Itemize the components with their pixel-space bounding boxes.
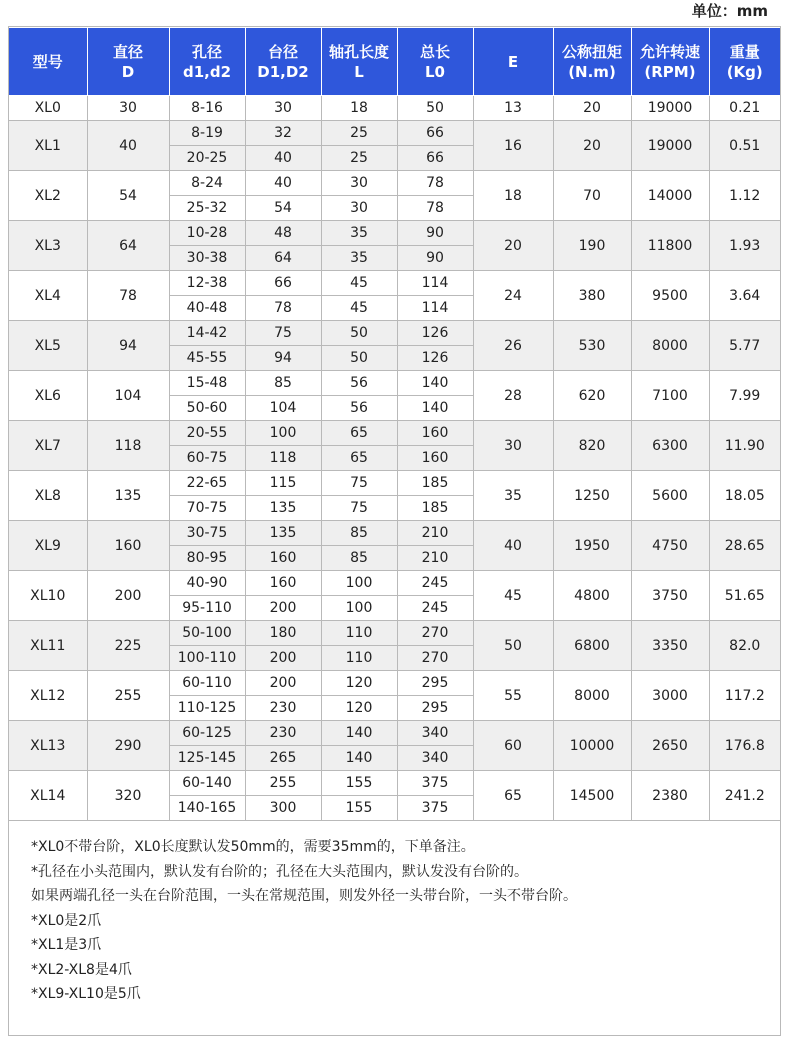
cell-weight: 0.21 — [709, 96, 780, 121]
cell-speed: 3000 — [631, 671, 709, 721]
cell-weight: 82.0 — [709, 621, 780, 671]
cell-shaft-length: 35 — [321, 221, 397, 246]
cell-step-diameter: 66 — [245, 271, 321, 296]
cell-model: XL7 — [9, 421, 87, 471]
cell-shaft-length: 50 — [321, 346, 397, 371]
cell-torque: 1250 — [553, 471, 631, 521]
cell-model: XL0 — [9, 96, 87, 121]
cell-shaft-length: 35 — [321, 246, 397, 271]
cell-diameter: 135 — [87, 471, 169, 521]
cell-step-diameter: 300 — [245, 796, 321, 821]
cell-step-diameter: 255 — [245, 771, 321, 796]
cell-model: XL9 — [9, 521, 87, 571]
cell-total-length: 245 — [397, 596, 473, 621]
cell-total-length: 185 — [397, 471, 473, 496]
cell-shaft-length: 65 — [321, 446, 397, 471]
cell-total-length: 126 — [397, 346, 473, 371]
cell-model: XL11 — [9, 621, 87, 671]
cell-shaft-length: 30 — [321, 171, 397, 196]
header-label: 台径 — [267, 42, 298, 61]
cell-diameter: 290 — [87, 721, 169, 771]
cell-total-length: 340 — [397, 746, 473, 771]
cell-step-diameter: 160 — [245, 546, 321, 571]
cell-total-length: 160 — [397, 421, 473, 446]
cell-shaft-length: 18 — [321, 96, 397, 121]
cell-step-diameter: 230 — [245, 721, 321, 746]
cell-e: 16 — [473, 121, 553, 171]
cell-bore: 8-16 — [169, 96, 245, 121]
cell-e: 24 — [473, 271, 553, 321]
cell-torque: 6800 — [553, 621, 631, 671]
cell-model: XL6 — [9, 371, 87, 421]
cell-model: XL3 — [9, 221, 87, 271]
cell-speed: 4750 — [631, 521, 709, 571]
cell-weight: 0.51 — [709, 121, 780, 171]
cell-bore: 20-55 — [169, 421, 245, 446]
table-row — [9, 721, 780, 746]
cell-weight: 117.2 — [709, 671, 780, 721]
cell-e: 35 — [473, 471, 553, 521]
cell-torque: 620 — [553, 371, 631, 421]
header-label: 轴孔长度 — [328, 42, 389, 61]
cell-total-length: 50 — [397, 96, 473, 121]
cell-bore: 10-28 — [169, 221, 245, 246]
cell-e: 40 — [473, 521, 553, 571]
cell-bore: 125-145 — [169, 746, 245, 771]
cell-model: XL5 — [9, 321, 87, 371]
cell-total-length: 140 — [397, 371, 473, 396]
cell-torque: 14500 — [553, 771, 631, 821]
model-group — [9, 671, 780, 721]
model-group — [9, 621, 780, 671]
cell-diameter: 118 — [87, 421, 169, 471]
cell-total-length: 90 — [397, 221, 473, 246]
cell-speed: 8000 — [631, 321, 709, 371]
cell-model: XL14 — [9, 771, 87, 821]
cell-model: XL12 — [9, 671, 87, 721]
header-sublabel: (N.m) — [568, 62, 616, 81]
cell-diameter: 78 — [87, 271, 169, 321]
header-label: 公称扭矩 — [561, 42, 622, 61]
cell-e: 45 — [473, 571, 553, 621]
cell-e: 65 — [473, 771, 553, 821]
cell-speed: 19000 — [631, 121, 709, 171]
cell-speed: 19000 — [631, 96, 709, 121]
cell-step-diameter: 135 — [245, 496, 321, 521]
cell-e: 20 — [473, 221, 553, 271]
cell-speed: 3350 — [631, 621, 709, 671]
cell-torque: 70 — [553, 171, 631, 221]
cell-shaft-length: 155 — [321, 796, 397, 821]
cell-bore: 20-25 — [169, 146, 245, 171]
cell-shaft-length: 85 — [321, 546, 397, 571]
table-header-row — [9, 28, 780, 96]
cell-weight: 28.65 — [709, 521, 780, 571]
header-speed — [631, 28, 709, 96]
cell-weight: 51.65 — [709, 571, 780, 621]
header-total-length — [397, 28, 473, 96]
cell-total-length: 340 — [397, 721, 473, 746]
cell-weight: 1.12 — [709, 171, 780, 221]
cell-total-length: 140 — [397, 396, 473, 421]
model-group — [9, 471, 780, 521]
cell-shaft-length: 85 — [321, 521, 397, 546]
cell-total-length: 245 — [397, 571, 473, 596]
cell-e: 18 — [473, 171, 553, 221]
table-row — [9, 371, 780, 396]
model-group — [9, 271, 780, 321]
cell-step-diameter: 40 — [245, 146, 321, 171]
cell-e: 13 — [473, 96, 553, 121]
cell-step-diameter: 135 — [245, 521, 321, 546]
cell-total-length: 160 — [397, 446, 473, 471]
cell-shaft-length: 110 — [321, 646, 397, 671]
model-group — [9, 721, 780, 771]
cell-weight: 1.93 — [709, 221, 780, 271]
table-row — [9, 771, 780, 796]
cell-bore: 22-65 — [169, 471, 245, 496]
cell-weight: 7.99 — [709, 371, 780, 421]
cell-shaft-length: 65 — [321, 421, 397, 446]
header-weight — [709, 28, 780, 96]
header-sublabel: L — [354, 62, 364, 81]
cell-step-diameter: 32 — [245, 121, 321, 146]
cell-shaft-length: 100 — [321, 571, 397, 596]
header-shaft-length — [321, 28, 397, 96]
cell-torque: 20 — [553, 96, 631, 121]
note-line: *XL9-XL10是5爪 — [31, 986, 141, 1002]
cell-shaft-length: 50 — [321, 321, 397, 346]
table-row — [9, 621, 780, 646]
header-e — [473, 28, 553, 96]
cell-diameter: 104 — [87, 371, 169, 421]
cell-model: XL8 — [9, 471, 87, 521]
cell-shaft-length: 56 — [321, 371, 397, 396]
table-row — [9, 321, 780, 346]
unit-label: 单位：mm — [691, 2, 768, 20]
model-group — [9, 96, 780, 121]
cell-weight: 18.05 — [709, 471, 780, 521]
cell-weight: 176.8 — [709, 721, 780, 771]
cell-total-length: 78 — [397, 171, 473, 196]
header-step-diameter — [245, 28, 321, 96]
cell-bore: 8-24 — [169, 171, 245, 196]
cell-bore: 45-55 — [169, 346, 245, 371]
table-row — [9, 171, 780, 196]
cell-torque: 1950 — [553, 521, 631, 571]
cell-diameter: 200 — [87, 571, 169, 621]
cell-shaft-length: 120 — [321, 696, 397, 721]
header-sublabel: D1,D2 — [257, 62, 309, 81]
cell-total-length: 66 — [397, 146, 473, 171]
cell-step-diameter: 200 — [245, 671, 321, 696]
cell-weight: 11.90 — [709, 421, 780, 471]
table-row — [9, 471, 780, 496]
note-line: *XL0不带台阶，XL0长度默认发50mm的，需要35mm的，下单备注。 — [31, 839, 475, 855]
cell-shaft-length: 140 — [321, 721, 397, 746]
cell-torque: 8000 — [553, 671, 631, 721]
note-line: *XL1是3爪 — [31, 937, 102, 953]
header-label: 重量 — [729, 42, 760, 61]
model-group — [9, 771, 780, 821]
model-group — [9, 121, 780, 171]
cell-speed: 6300 — [631, 421, 709, 471]
cell-total-length: 295 — [397, 671, 473, 696]
table-row — [9, 521, 780, 546]
cell-torque: 530 — [553, 321, 631, 371]
cell-step-diameter: 180 — [245, 621, 321, 646]
cell-bore: 40-48 — [169, 296, 245, 321]
cell-bore: 70-75 — [169, 496, 245, 521]
cell-bore: 40-90 — [169, 571, 245, 596]
table-row — [9, 221, 780, 246]
cell-bore: 30-75 — [169, 521, 245, 546]
cell-step-diameter: 200 — [245, 646, 321, 671]
cell-step-diameter: 85 — [245, 371, 321, 396]
cell-total-length: 270 — [397, 646, 473, 671]
cell-shaft-length: 75 — [321, 471, 397, 496]
cell-shaft-length: 155 — [321, 771, 397, 796]
cell-bore: 14-42 — [169, 321, 245, 346]
cell-shaft-length: 140 — [321, 746, 397, 771]
cell-bore: 60-110 — [169, 671, 245, 696]
header-sublabel: (RPM) — [644, 62, 696, 81]
header-model — [9, 28, 87, 96]
cell-model: XL4 — [9, 271, 87, 321]
cell-model: XL10 — [9, 571, 87, 621]
cell-model: XL13 — [9, 721, 87, 771]
header-label: 总长 — [419, 42, 450, 61]
cell-total-length: 78 — [397, 196, 473, 221]
table-row — [9, 421, 780, 446]
cell-shaft-length: 30 — [321, 196, 397, 221]
cell-step-diameter: 200 — [245, 596, 321, 621]
cell-total-length: 295 — [397, 696, 473, 721]
cell-shaft-length: 110 — [321, 621, 397, 646]
cell-diameter: 160 — [87, 521, 169, 571]
cell-diameter: 255 — [87, 671, 169, 721]
cell-e: 30 — [473, 421, 553, 471]
cell-speed: 14000 — [631, 171, 709, 221]
model-group — [9, 321, 780, 371]
cell-total-length: 210 — [397, 521, 473, 546]
cell-step-diameter: 94 — [245, 346, 321, 371]
cell-bore: 60-75 — [169, 446, 245, 471]
cell-speed: 9500 — [631, 271, 709, 321]
table-row — [9, 96, 780, 121]
cell-bore: 50-60 — [169, 396, 245, 421]
cell-total-length: 185 — [397, 496, 473, 521]
cell-weight: 3.64 — [709, 271, 780, 321]
cell-shaft-length: 45 — [321, 271, 397, 296]
header-label: 直径 — [112, 42, 143, 61]
cell-shaft-length: 25 — [321, 121, 397, 146]
cell-shaft-length: 25 — [321, 146, 397, 171]
cell-step-diameter: 54 — [245, 196, 321, 221]
model-group — [9, 521, 780, 571]
cell-total-length: 375 — [397, 771, 473, 796]
cell-step-diameter: 230 — [245, 696, 321, 721]
cell-step-diameter: 265 — [245, 746, 321, 771]
cell-total-length: 90 — [397, 246, 473, 271]
cell-e: 50 — [473, 621, 553, 671]
cell-total-length: 210 — [397, 546, 473, 571]
cell-bore: 60-140 — [169, 771, 245, 796]
cell-total-length: 66 — [397, 121, 473, 146]
header-label: E — [507, 52, 519, 71]
cell-shaft-length: 120 — [321, 671, 397, 696]
header-sublabel: (Kg) — [726, 62, 763, 81]
cell-step-diameter: 115 — [245, 471, 321, 496]
cell-bore: 140-165 — [169, 796, 245, 821]
cell-diameter: 30 — [87, 96, 169, 121]
cell-torque: 380 — [553, 271, 631, 321]
cell-bore: 8-19 — [169, 121, 245, 146]
cell-torque: 190 — [553, 221, 631, 271]
cell-step-diameter: 100 — [245, 421, 321, 446]
model-group — [9, 221, 780, 271]
cell-total-length: 375 — [397, 796, 473, 821]
cell-speed: 3750 — [631, 571, 709, 621]
cell-shaft-length: 56 — [321, 396, 397, 421]
header-diameter — [87, 28, 169, 96]
cell-step-diameter: 30 — [245, 96, 321, 121]
model-group — [9, 421, 780, 471]
header-sublabel: D — [121, 62, 135, 81]
cell-e: 28 — [473, 371, 553, 421]
cell-diameter: 94 — [87, 321, 169, 371]
cell-step-diameter: 104 — [245, 396, 321, 421]
cell-torque: 10000 — [553, 721, 631, 771]
table-row — [9, 271, 780, 296]
cell-weight: 241.2 — [709, 771, 780, 821]
cell-weight: 5.77 — [709, 321, 780, 371]
cell-bore: 80-95 — [169, 546, 245, 571]
cell-torque: 20 — [553, 121, 631, 171]
cell-speed: 2650 — [631, 721, 709, 771]
table-row — [9, 571, 780, 596]
header-label: 型号 — [32, 52, 63, 71]
table-row — [9, 121, 780, 146]
cell-total-length: 114 — [397, 296, 473, 321]
cell-step-diameter: 160 — [245, 571, 321, 596]
cell-step-diameter: 75 — [245, 321, 321, 346]
cell-e: 60 — [473, 721, 553, 771]
cell-bore: 95-110 — [169, 596, 245, 621]
notes-section — [9, 821, 780, 1007]
cell-diameter: 40 — [87, 121, 169, 171]
cell-bore: 60-125 — [169, 721, 245, 746]
header-label: 孔径 — [191, 42, 222, 61]
header-sublabel: L0 — [425, 62, 445, 81]
cell-bore: 110-125 — [169, 696, 245, 721]
header-label: 允许转速 — [639, 42, 700, 61]
cell-diameter: 225 — [87, 621, 169, 671]
cell-speed: 2380 — [631, 771, 709, 821]
cell-model: XL1 — [9, 121, 87, 171]
cell-bore: 50-100 — [169, 621, 245, 646]
cell-bore: 15-48 — [169, 371, 245, 396]
cell-total-length: 114 — [397, 271, 473, 296]
cell-bore: 12-38 — [169, 271, 245, 296]
coupling-spec-table — [9, 27, 780, 821]
cell-diameter: 64 — [87, 221, 169, 271]
cell-shaft-length: 100 — [321, 596, 397, 621]
header-bore — [169, 28, 245, 96]
cell-diameter: 320 — [87, 771, 169, 821]
model-group — [9, 171, 780, 221]
cell-speed: 11800 — [631, 221, 709, 271]
cell-bore: 100-110 — [169, 646, 245, 671]
cell-bore: 30-38 — [169, 246, 245, 271]
header-sublabel: d1,d2 — [182, 62, 232, 81]
table-row — [9, 671, 780, 696]
cell-total-length: 270 — [397, 621, 473, 646]
cell-e: 55 — [473, 671, 553, 721]
note-line: *XL0是2爪 — [31, 912, 102, 929]
cell-torque: 4800 — [553, 571, 631, 621]
cell-diameter: 54 — [87, 171, 169, 221]
spec-sheet — [8, 26, 781, 1036]
cell-step-diameter: 118 — [245, 446, 321, 471]
note-line: 如果两端孔径一头在台阶范围，一头在常规范围，则发外径一头带台阶，一头不带台阶。 — [31, 888, 577, 904]
cell-step-diameter: 40 — [245, 171, 321, 196]
model-group — [9, 371, 780, 421]
note-line: *孔径在小头范围内，默认发有台阶的；孔径在大头范围内，默认发没有台阶的。 — [31, 863, 528, 880]
header-torque — [553, 28, 631, 96]
cell-torque: 820 — [553, 421, 631, 471]
model-group — [9, 571, 780, 621]
note-line: *XL2-XL8是4爪 — [31, 961, 132, 978]
cell-shaft-length: 45 — [321, 296, 397, 321]
cell-speed: 5600 — [631, 471, 709, 521]
cell-step-diameter: 78 — [245, 296, 321, 321]
cell-bore: 25-32 — [169, 196, 245, 221]
cell-speed: 7100 — [631, 371, 709, 421]
cell-model: XL2 — [9, 171, 87, 221]
cell-step-diameter: 64 — [245, 246, 321, 271]
cell-step-diameter: 48 — [245, 221, 321, 246]
cell-shaft-length: 75 — [321, 496, 397, 521]
cell-e: 26 — [473, 321, 553, 371]
cell-total-length: 126 — [397, 321, 473, 346]
